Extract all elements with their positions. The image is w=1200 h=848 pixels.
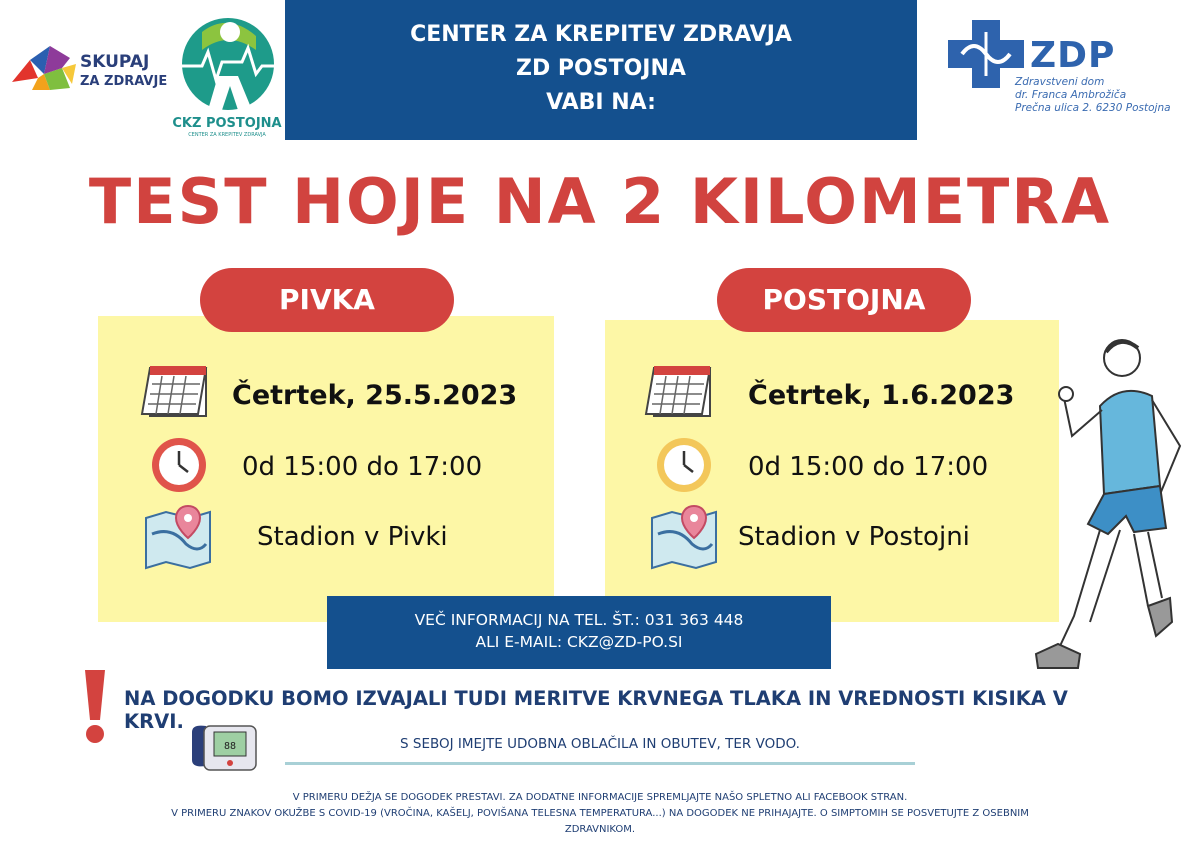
zdp-address: Zdravstveni dom dr. Franca Ambrožiča Prečna ulica 2. 6230 Postojna (1015, 76, 1171, 114)
header-title-line1: CENTER ZA KREPITEV ZDRAVJA (410, 22, 792, 47)
event-time: 0d 15:00 do 17:00 (748, 452, 989, 482)
calendar-icon (140, 362, 210, 418)
header-title-line2: ZD POSTOJNA (516, 56, 686, 81)
event-date: Četrtek, 1.6.2023 (748, 380, 1015, 411)
footer-line-1: V PRIMERU DEŽJA SE DOGODEK PRESTAVI. ZA DODATNE INFORMACIJE SPREMLJAJTE NAŠO SPLETNO ALI FACEBOOK STRAN. (292, 792, 908, 803)
footer-line-2: V PRIMERU ZNAKOV OKUŽBE S COVID-19 (VROČINA, KAŠELJ, POVIŠANA TELESNA TEMPERATURA...) NA DOGODEK NE PRIHAJAJTE. O SIMPTOMIH SE POSVETUJTE Z OSEBNIM (171, 808, 1029, 819)
bring-notice: S SEBOJ IMEJTE UDOBNA OBLAČILA IN OBUTEV, TER VODO. (400, 736, 800, 752)
event-date: Četrtek, 25.5.2023 (232, 380, 518, 411)
svg-text:88: 88 (223, 741, 237, 752)
skupaj-logo-text: SKUPAJ ZA ZDRAVJE (80, 52, 168, 89)
event-venue: Stadion v Postojni (738, 522, 970, 552)
event-venue: Stadion v Pivki (257, 522, 448, 552)
event-location-pill: PIVKA (200, 268, 454, 332)
event-time: 0d 15:00 do 17:00 (242, 452, 483, 482)
footer-line-3: ZDRAVNIKOM. (564, 824, 636, 835)
calendar-icon (644, 362, 714, 418)
main-title: TEST HOJE NA 2 KILOMETRA (88, 165, 1112, 238)
map-pin-icon (142, 504, 214, 570)
header-banner (285, 0, 917, 140)
clock-icon (655, 436, 713, 494)
contact-info-box (327, 596, 831, 669)
clock-icon (150, 436, 208, 494)
blood-pressure-monitor-icon (190, 722, 260, 774)
zdp-logo-text: ZDP (1030, 35, 1116, 76)
contact-phone: VEČ INFORMACIJ NA TEL. ŠT.: 031 363 448 (414, 611, 744, 629)
ckz-logo-label: CKZ POSTOJNA (172, 116, 282, 131)
measurement-notice: NA DOGODKU BOMO IZVAJALI TUDI MERITVE KRVNEGA TLAKA IN VREDNOSTI KISIKA V KRVI. (124, 687, 1068, 733)
footer-notes (40, 790, 1160, 838)
exclamation-icon (80, 668, 110, 746)
header-title-line3: VABI NA: (546, 90, 656, 115)
divider-line (285, 762, 915, 765)
ckz-logo-subtitle: CENTER ZA KREPITEV ZDRAVJA (188, 132, 266, 138)
contact-email: ALI E-MAIL: CKZ@ZD-PO.SI (475, 633, 683, 651)
walking-man-icon (1030, 336, 1195, 676)
zdp-cross-icon (948, 20, 1024, 88)
map-pin-icon (648, 504, 720, 570)
event-location-pill: POSTOJNA (717, 268, 971, 332)
